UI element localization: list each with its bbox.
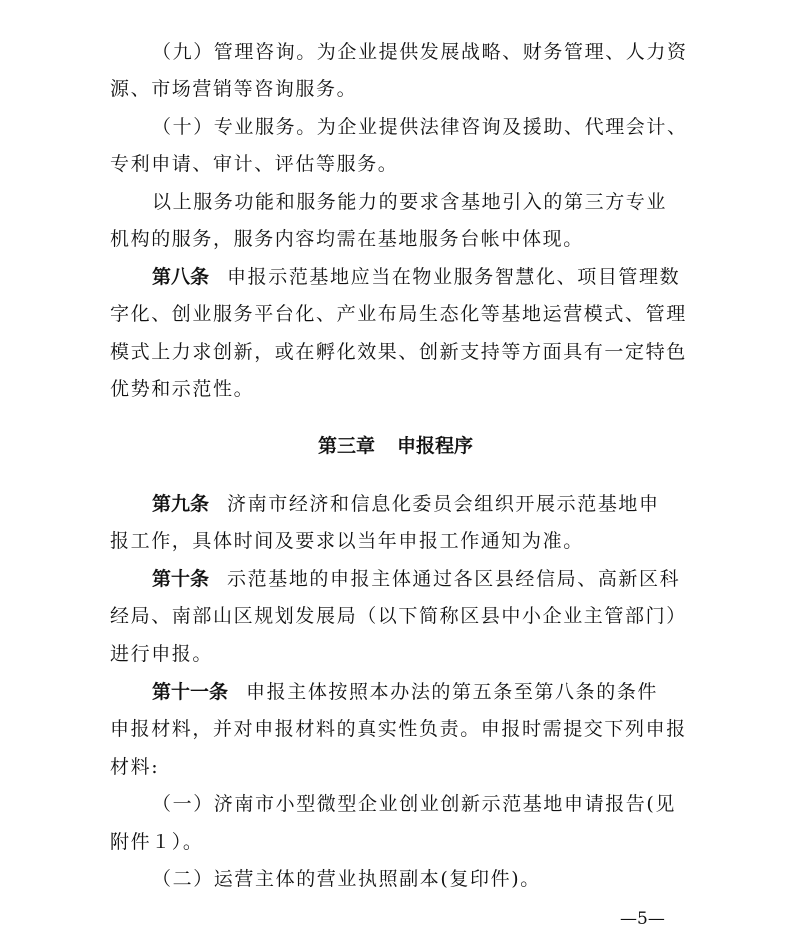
text-run: 申报示范基地应当在物业服务智慧化、项目管理数 xyxy=(227,266,681,288)
article-heading: 第八条 xyxy=(152,266,210,288)
text-line: 机构的服务，服务内容均需在基地服务台帐中体现。 xyxy=(110,228,584,250)
article-paragraph xyxy=(152,680,700,704)
text-line: 申报材料，并对申报材料的真实性负责。申报时需提交下列申报 xyxy=(110,718,687,740)
text-line: （九）管理咨询。为企业提供发展战略、财务管理、人力资 xyxy=(152,41,688,63)
text-run: 示范基地的申报主体通过各区县经信局、高新区科 xyxy=(227,568,681,590)
page-number: —5— xyxy=(620,909,665,929)
chapter-heading xyxy=(0,434,791,458)
text-line: 优势和示范性。 xyxy=(110,378,255,400)
text-line: 以上服务功能和服务能力的要求含基地引入的第三方专业 xyxy=(152,191,668,213)
text-line: （一）济南市小型微型企业创业创新示范基地申请报告(见 xyxy=(152,793,677,815)
chapter-title: 申报程序 xyxy=(397,435,474,457)
article-paragraph xyxy=(152,567,700,591)
article-paragraph xyxy=(152,492,700,516)
text-line: （二）运营主体的营业执照副本(复印件)。 xyxy=(152,868,541,890)
chapter-number: 第三章 xyxy=(317,435,375,457)
text-run: 济南市经济和信息化委员会组织开展示范基地申 xyxy=(227,493,660,515)
text-line: 专利申请、审计、评估等服务。 xyxy=(110,153,399,175)
text-line: 模式上力求创新，或在孵化效果、创新支持等方面具有一定特色 xyxy=(110,341,687,363)
text-line: 材料: xyxy=(110,756,160,778)
text-line: （十）专业服务。为企业提供法律咨询及援助、代理会计、 xyxy=(152,116,688,138)
text-line: 源、市场营销等咨询服务。 xyxy=(110,78,358,100)
article-heading: 第十一条 xyxy=(152,681,229,703)
article-paragraph xyxy=(152,265,700,289)
article-heading: 第十条 xyxy=(152,568,210,590)
article-heading: 第九条 xyxy=(152,493,210,515)
text-line: 进行申报。 xyxy=(110,643,214,665)
text-line: 字化、创业服务平台化、产业布局生态化等基地运营模式、管理 xyxy=(110,303,687,325)
text-line: 附件１）。 xyxy=(110,831,204,853)
text-run: 申报主体按照本办法的第五条至第八条的条件 xyxy=(246,681,659,703)
text-line: 经局、南部山区规划发展局（以下简称区县中小企业主管部门） xyxy=(110,605,687,627)
text-line: 报工作，具体时间及要求以当年申报工作通知为准。 xyxy=(110,530,584,552)
